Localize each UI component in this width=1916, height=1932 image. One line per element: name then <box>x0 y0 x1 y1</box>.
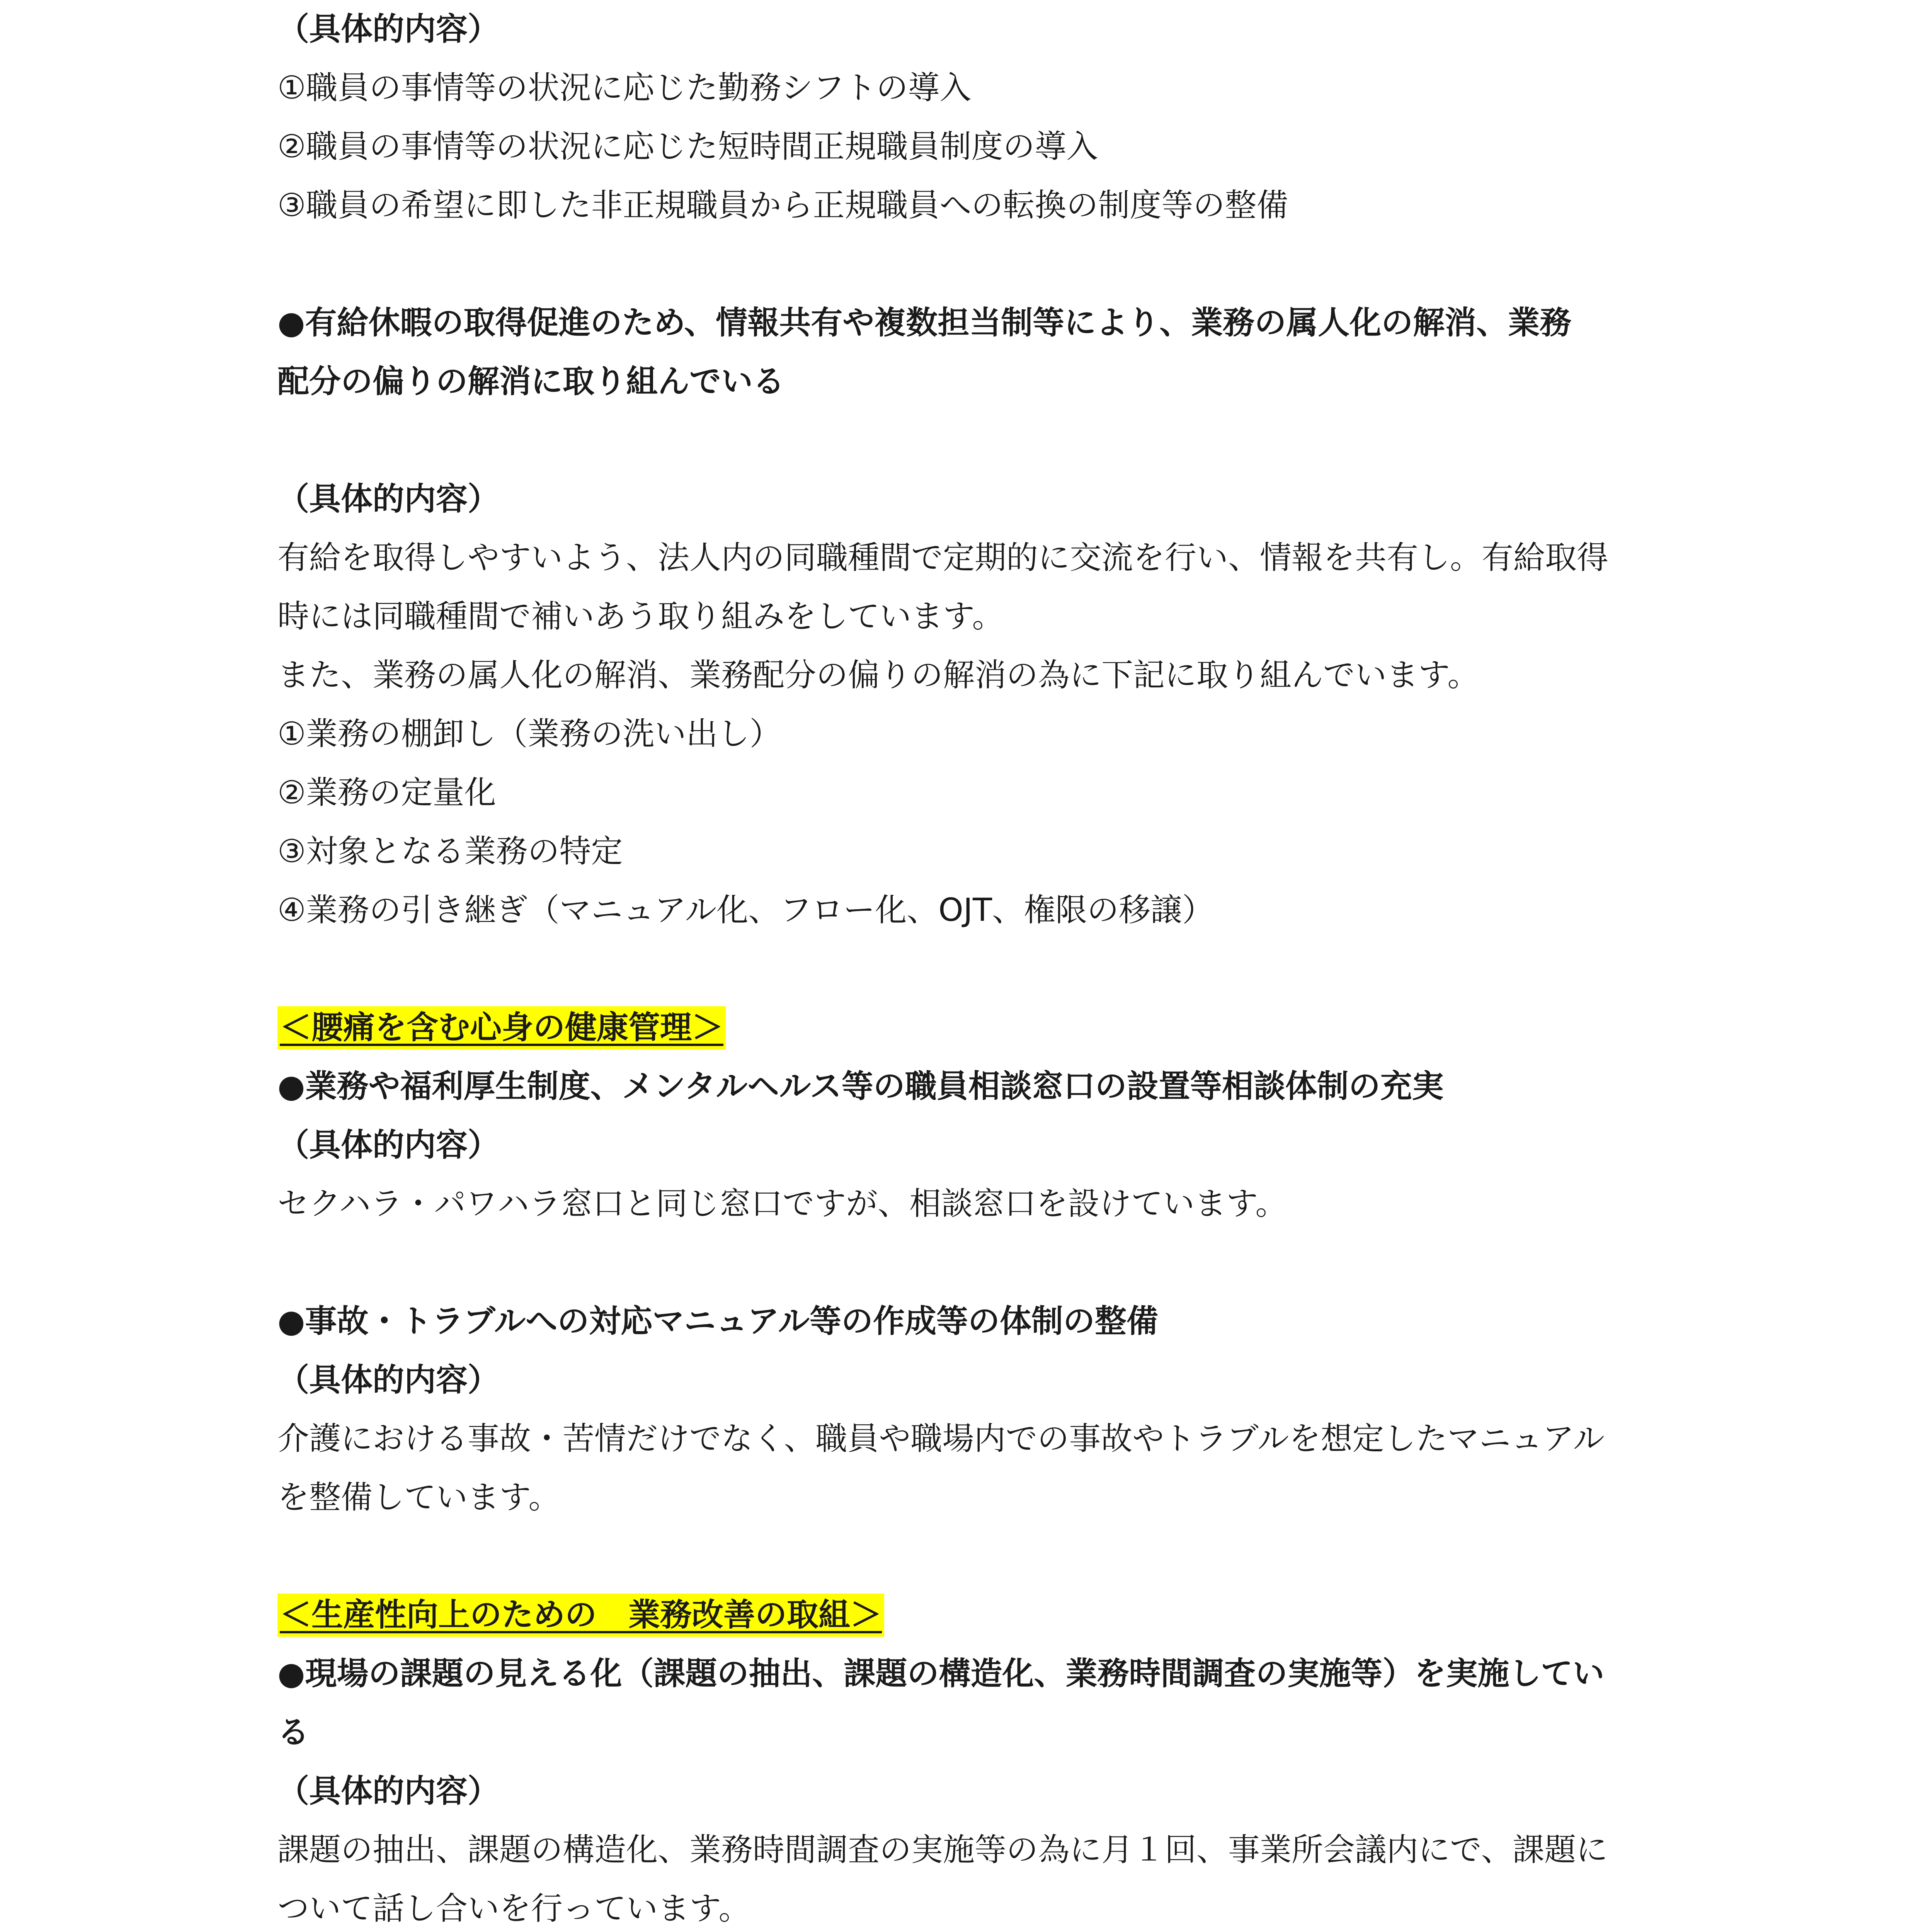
subheading: （具体的内容） <box>277 481 500 517</box>
list-item: ③対象となる業務の特定 <box>277 833 623 870</box>
subheading: （具体的内容） <box>277 1127 500 1163</box>
list-item: ①業務の棚卸し（業務の洗い出し） <box>277 716 781 752</box>
subheading: （具体的内容） <box>277 1362 500 1398</box>
paragraph-line: ついて話し合いを行っています。 <box>277 1890 750 1927</box>
document-body <box>277 0 1669 1932</box>
paragraph-line: 時には同職種間で補いあう取り組みをしています。 <box>277 598 1004 635</box>
section-heading-row <box>277 1586 1669 1645</box>
bullet-item-continued: 配分の偏りの解消に取り組んでいる <box>277 363 785 400</box>
spacer <box>277 235 1669 294</box>
paragraph-line: セクハラ・パワハラ窓口と同じ窓口ですが、相談窓口を設けています。 <box>277 1185 1287 1222</box>
list-item: ②職員の事情等の状況に応じた短時間正規職員制度の導入 <box>277 128 1098 165</box>
spacer <box>277 1527 1669 1586</box>
list-item: ①職員の事情等の状況に応じた勤務シフトの導入 <box>277 70 972 106</box>
bullet-item-continued: る <box>277 1714 310 1751</box>
bullet-item: ●業務や福利厚生制度、メンタルヘルス等の職員相談窓口の設置等相談体制の充実 <box>277 1068 1444 1105</box>
paragraph-line: 有給を取得しやすいよう、法人内の同職種間で定期的に交流を行い、情報を共有し。有給取得 <box>277 539 1609 576</box>
paragraph-line: を整備しています。 <box>277 1479 560 1516</box>
list-item: ④業務の引き継ぎ（マニュアル化、フロー化、OJT、権限の移譲） <box>277 892 1214 929</box>
section-heading: ＜生産性向上のための 業務改善の取組＞ <box>277 1594 884 1637</box>
section-heading-row <box>277 998 1669 1057</box>
subheading: （具体的内容） <box>277 1773 500 1810</box>
spacer <box>277 411 1669 470</box>
list-item: ③職員の希望に即した非正規職員から正規職員への転換の制度等の整備 <box>277 187 1288 224</box>
section-heading: ＜腰痛を含む心身の健康管理＞ <box>277 1006 726 1049</box>
bullet-item: ●現場の課題の見える化（課題の抽出、課題の構造化、業務時間調査の実施等）を実施してい <box>277 1655 1605 1692</box>
list-item: ②業務の定量化 <box>277 774 496 811</box>
spacer <box>277 940 1669 998</box>
bullet-item: ●有給休暇の取得促進のため、情報共有や複数担当制等により、業務の属人化の解消、業務 <box>277 304 1572 341</box>
paragraph-line: 介護における事故・苦情だけでなく、職員や職場内での事故やトラブルを想定したマニュアル <box>277 1420 1605 1457</box>
spacer <box>277 1233 1669 1292</box>
subheading: （具体的内容） <box>277 11 500 48</box>
paragraph-line: また、業務の属人化の解消、業務配分の偏りの解消の為に下記に取り組んでいます。 <box>277 657 1479 694</box>
bullet-item: ●事故・トラブルへの対応マニュアル等の作成等の体制の整備 <box>277 1303 1158 1340</box>
paragraph-line: 課題の抽出、課題の構造化、業務時間調査の実施等の為に月１回、事業所会議内にで、課題に <box>277 1832 1608 1868</box>
